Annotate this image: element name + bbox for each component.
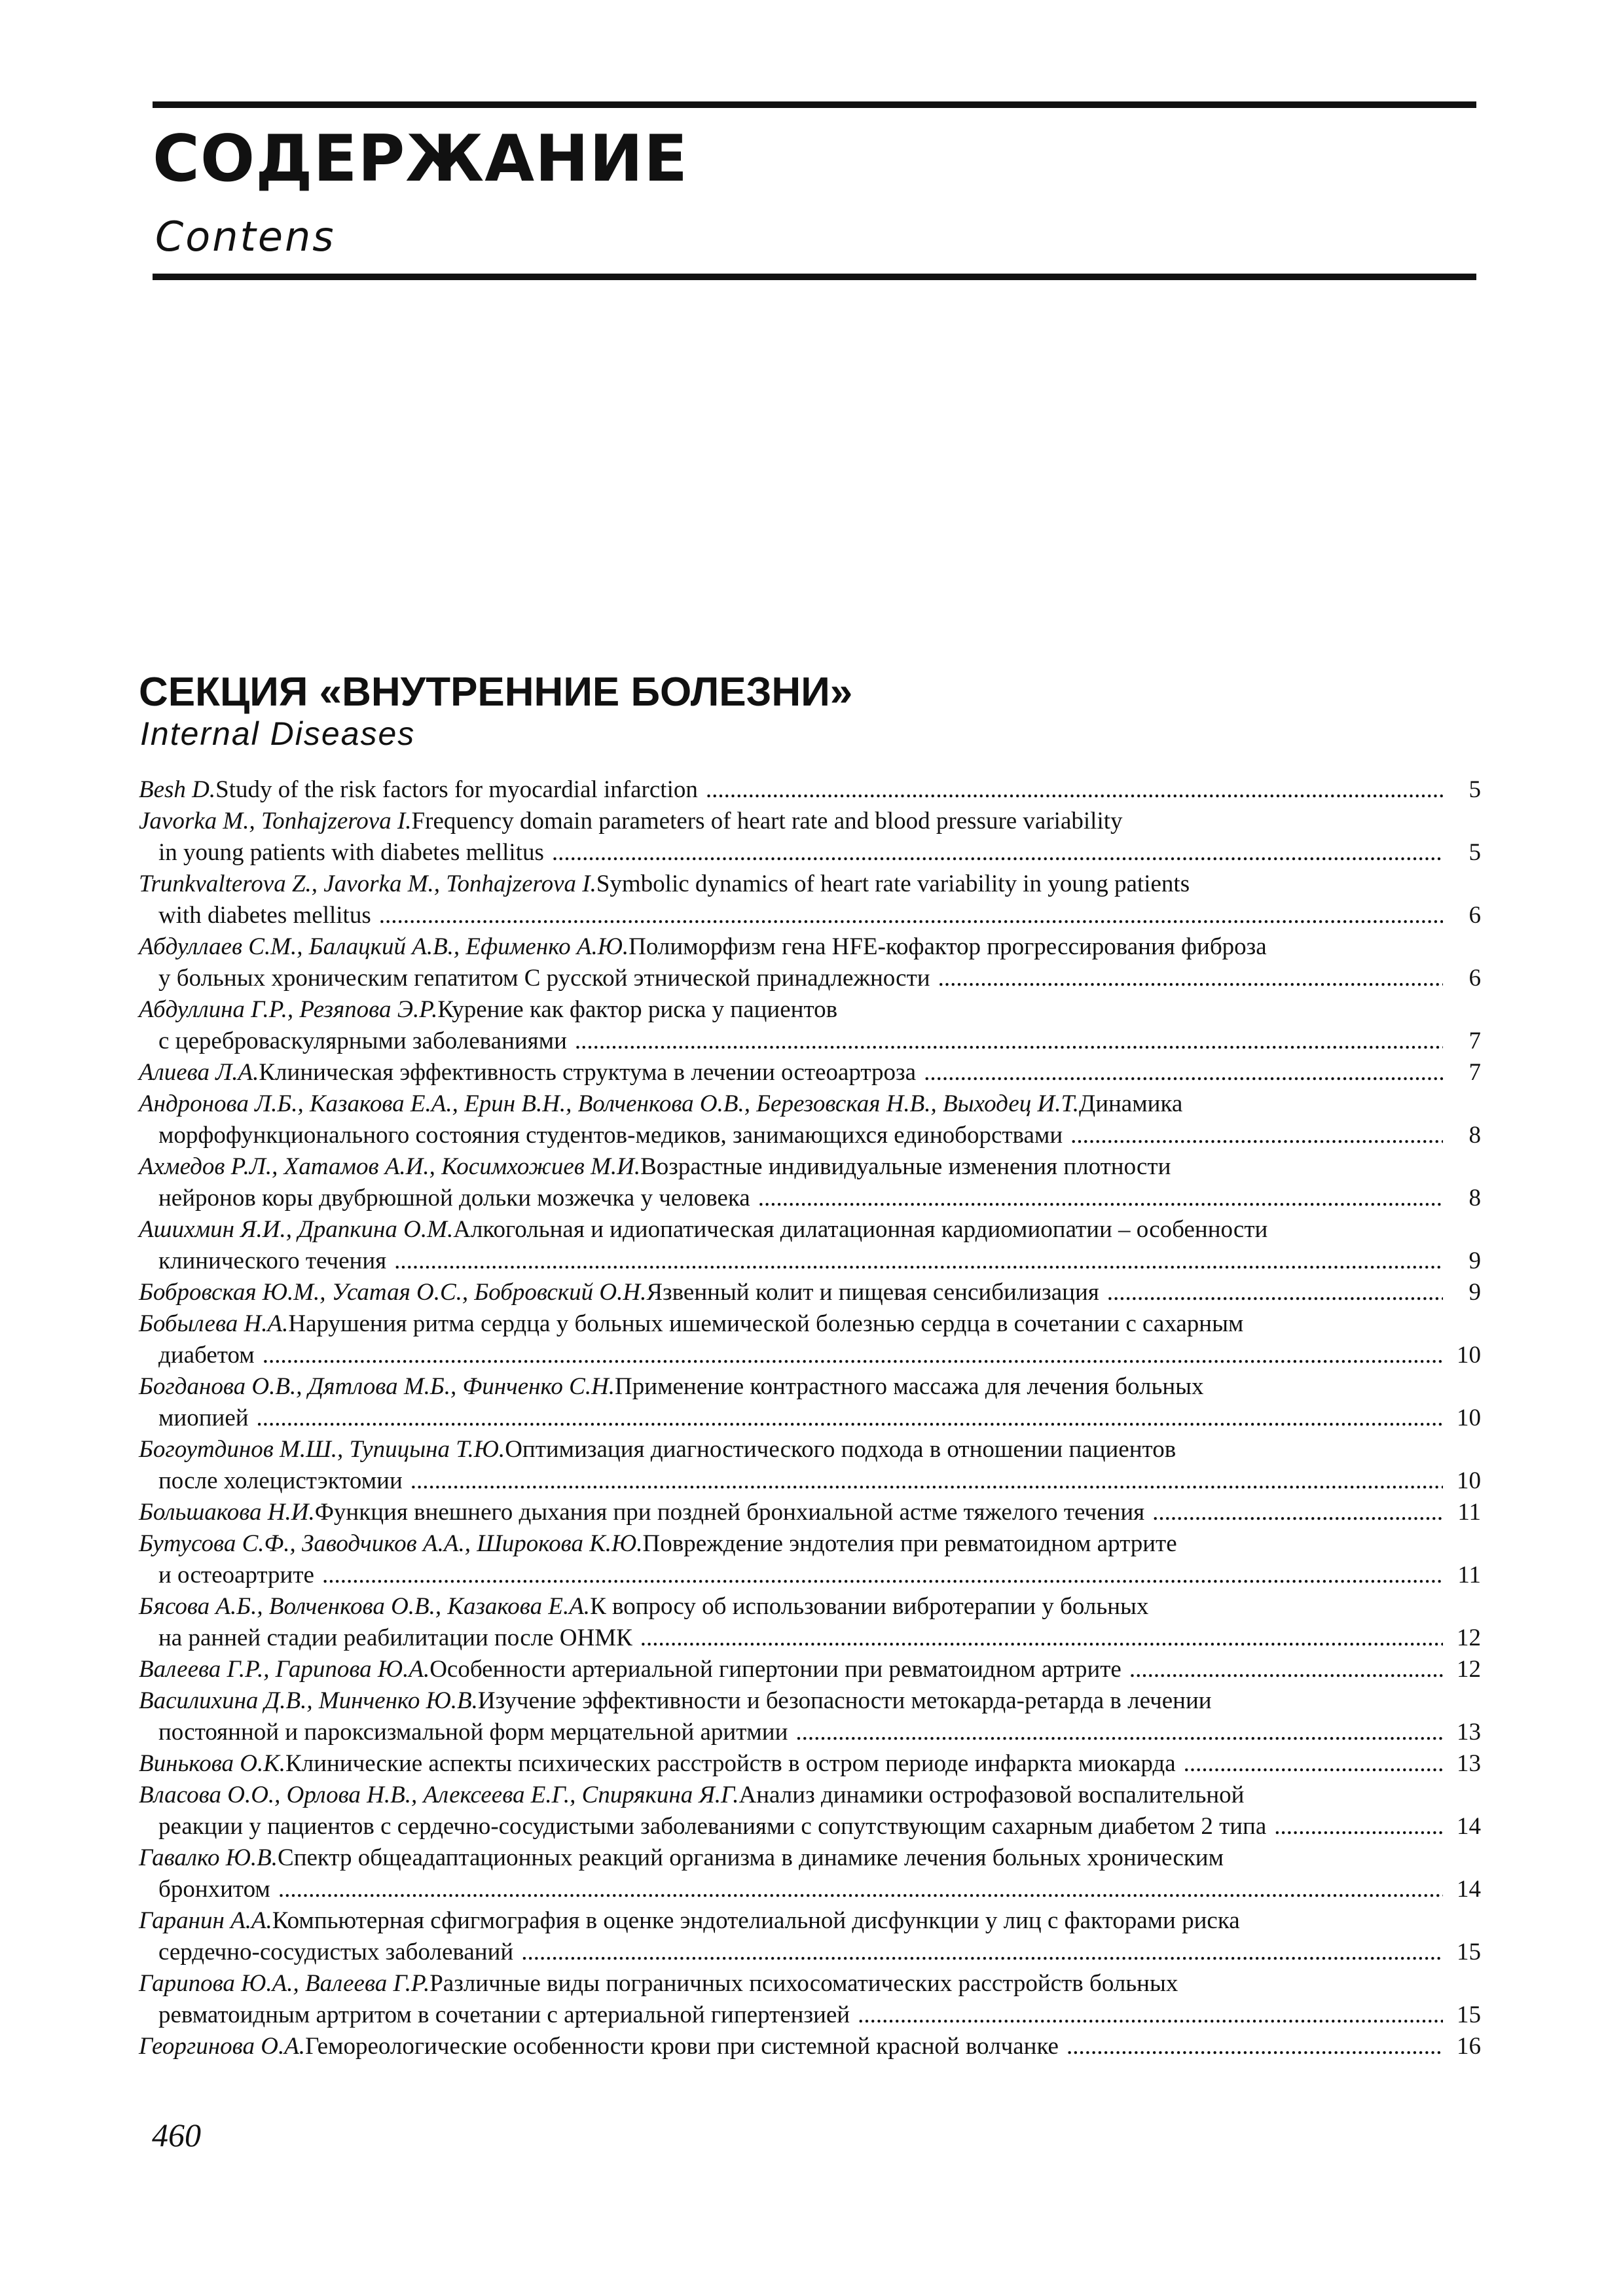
toc-page-number: 8	[1468, 1122, 1481, 1149]
toc-entry-continuation	[139, 1717, 1481, 1748]
toc-leader-dots	[640, 1623, 1443, 1654]
toc-title: with diabetes mellitus	[158, 902, 371, 929]
toc-page-number: 5	[1468, 776, 1481, 803]
toc-entry	[139, 1214, 1481, 1277]
toc-entry-continuation	[139, 837, 1481, 869]
toc-entry-continuation	[139, 1874, 1481, 1905]
toc-title: Применение контрастного массажа для лечения больных	[615, 1373, 1204, 1400]
toc-title: Особенности артериальной гипертонии при ревматоидном артрите	[429, 1656, 1122, 1683]
toc-page-number: 14	[1457, 1813, 1481, 1840]
toc-leader-dots	[322, 1560, 1443, 1591]
page-number: 460	[152, 2117, 201, 2153]
toc-title: после холецистэктомии	[158, 1467, 403, 1494]
toc-entry	[139, 1057, 1481, 1088]
toc-author: Ашихмин Я.И., Драпкина О.М.	[139, 1216, 454, 1243]
toc-entry	[139, 1591, 1481, 1654]
toc-leader-dots	[278, 1874, 1443, 1905]
toc-leader-dots	[858, 2000, 1443, 2031]
toc-author: Большакова Н.И.	[139, 1499, 315, 1526]
toc-title: ревматоидным артритом в сочетании с артериальной гипертензией	[158, 2001, 850, 2028]
toc-entry-continuation	[139, 2000, 1481, 2031]
toc-author: Бясова А.Б., Волченкова О.В., Казакова Е.А.	[139, 1593, 591, 1620]
bottom-rule	[153, 274, 1476, 280]
toc-author: Богоутдинов М.Ш., Тупицына Т.Ю.	[139, 1436, 505, 1463]
toc-page-number: 7	[1468, 1028, 1481, 1054]
toc-title: Study of the risk factors for myocardial infarction	[215, 776, 698, 803]
toc-title: Возрастные индивидуальные изменения плотности	[640, 1153, 1171, 1180]
toc-title: Динамика	[1078, 1090, 1183, 1117]
toc-page-number: 6	[1468, 965, 1481, 992]
toc-author: Валеева Г.Р., Гарипова Ю.А.	[139, 1656, 430, 1683]
toc-author: Гавалко Ю.В.	[139, 1844, 278, 1871]
toc-entry	[139, 869, 1481, 931]
toc-page-number: 8	[1468, 1185, 1481, 1211]
toc-leader-dots	[1070, 1120, 1443, 1151]
toc-title: клинического течения	[158, 1247, 387, 1274]
toc-entry	[139, 1277, 1481, 1308]
toc-entry-continuation	[139, 1403, 1481, 1434]
toc-entry-line	[139, 1685, 1481, 1717]
toc-title: постоянной и пароксизмальной форм мерцательной аритмии	[158, 1719, 788, 1746]
toc-page-number: 9	[1468, 1247, 1481, 1274]
toc-entry-continuation	[139, 1026, 1481, 1057]
toc-entry-continuation	[139, 1937, 1481, 1968]
toc-page-number: 11	[1457, 1499, 1481, 1526]
table-of-contents	[139, 774, 1481, 2062]
toc-entry-continuation	[139, 1120, 1481, 1151]
toc-entry-line	[139, 869, 1481, 900]
toc-author: Винькова О.К.	[139, 1750, 286, 1777]
toc-page-number: 10	[1457, 1342, 1481, 1369]
toc-entry	[139, 1088, 1481, 1151]
toc-entry	[139, 1905, 1481, 1968]
toc-author: Георгинова О.А.	[139, 2033, 306, 2060]
toc-title: Полиморфизм гена HFE-кофактор прогрессирования фиброза	[629, 933, 1267, 960]
toc-title: диабетом	[158, 1342, 255, 1369]
toc-leader-dots	[521, 1937, 1443, 1968]
toc-entry-line	[139, 1151, 1481, 1183]
toc-title: морфофункционального состояния студентов-медиков, занимающихся единоборствами	[158, 1122, 1063, 1149]
toc-entry	[139, 1497, 1481, 1528]
toc-title: Повреждение эндотелия при ревматоидном артрите	[642, 1530, 1177, 1557]
toc-entry-line	[139, 994, 1481, 1026]
toc-entry	[139, 994, 1481, 1057]
toc-leader-dots	[394, 1246, 1443, 1277]
toc-author: Бобылева Н.А.	[139, 1310, 289, 1337]
toc-author: Ахмедов Р.Л., Хатамов А.И., Косимхожиев М.И.	[139, 1153, 641, 1180]
toc-entry-line	[139, 931, 1481, 963]
toc-leader-dots	[257, 1403, 1443, 1434]
toc-title: на ранней стадии реабилитации после ОНМК	[158, 1624, 632, 1651]
toc-title: Клиническая эффективность структума в лечении остеоартроза	[259, 1059, 917, 1086]
toc-entry	[139, 1748, 1481, 1780]
toc-entry	[139, 1151, 1481, 1214]
toc-title: и остеоартрите	[158, 1562, 314, 1588]
toc-entry-line	[139, 1277, 1481, 1308]
toc-page-number: 15	[1457, 1939, 1481, 1965]
toc-page-number: 9	[1468, 1279, 1481, 1306]
toc-leader-dots	[575, 1026, 1443, 1057]
toc-leader-dots	[1129, 1654, 1443, 1685]
toc-leader-dots	[924, 1057, 1443, 1088]
toc-title: Функция внешнего дыхания при поздней бронхиальной астме тяжелого течения	[314, 1499, 1145, 1526]
toc-page-number: 12	[1457, 1656, 1481, 1683]
toc-page-number: 10	[1457, 1405, 1481, 1431]
toc-page-number: 11	[1457, 1562, 1481, 1588]
toc-author: Javorka M., Tonhajzerova I.	[139, 808, 412, 834]
section-title: СЕКЦИЯ «ВНУТРЕННИЕ БОЛЕЗНИ»	[139, 670, 853, 715]
toc-title: Оптимизация диагностического подхода в отношении пациентов	[505, 1436, 1176, 1463]
toc-title: К вопросу об использовании вибротерапии у больных	[590, 1593, 1149, 1620]
toc-title: Курение как фактор риска у пациентов	[437, 996, 838, 1023]
toc-entry-continuation	[139, 1465, 1481, 1497]
toc-entry-line	[139, 1434, 1481, 1465]
toc-entry	[139, 1654, 1481, 1685]
toc-leader-dots	[706, 774, 1443, 806]
toc-title: Язвенный колит и пищевая сенсибилизация	[646, 1279, 1099, 1306]
toc-entry	[139, 931, 1481, 994]
toc-entry	[139, 2031, 1481, 2062]
toc-leader-dots	[1184, 1748, 1443, 1780]
toc-entry-line	[139, 1088, 1481, 1120]
toc-title: Компьютерная сфигмография в оценке эндотелиальной дисфункции у лиц с факторами риска	[272, 1907, 1240, 1934]
toc-page-number: 13	[1457, 1750, 1481, 1777]
toc-entry-line	[139, 1497, 1481, 1528]
toc-entry-line	[139, 1308, 1481, 1340]
toc-entry-line	[139, 1528, 1481, 1560]
toc-entry	[139, 806, 1481, 869]
toc-leader-dots	[758, 1183, 1443, 1214]
toc-entry	[139, 1842, 1481, 1905]
toc-title: Нарушения ритма сердца у больных ишемической болезнью сердца в сочетании с сахарным	[288, 1310, 1244, 1337]
toc-title: реакции у пациентов с сердечно-сосудистыми заболеваниями с сопутствующим сахарным диабетом 2 типа	[158, 1813, 1267, 1840]
toc-title: нейронов коры двубрюшной дольки мозжечка у человека	[158, 1185, 750, 1211]
toc-author: Trunkvalterova Z., Javorka M., Tonhajzerova I.	[139, 870, 596, 897]
toc-entry-line	[139, 1654, 1481, 1685]
toc-title: у больных хроническим гепатитом С русской этнической принадлежности	[158, 965, 930, 992]
toc-entry-line	[139, 1371, 1481, 1403]
toc-entry-line	[139, 1214, 1481, 1246]
toc-entry	[139, 1528, 1481, 1591]
toc-author: Андронова Л.Б., Казакова Е.А., Ерин В.Н., Волченкова О.В., Березовская Н.В., Выходец И.Т.	[139, 1090, 1079, 1117]
toc-entry	[139, 774, 1481, 806]
toc-entry-continuation	[139, 963, 1481, 994]
toc-entry-line	[139, 1968, 1481, 2000]
toc-entry	[139, 1371, 1481, 1434]
toc-title: Frequency domain parameters of heart rate and blood pressure variability	[411, 808, 1123, 834]
toc-page-number: 5	[1468, 839, 1481, 866]
toc-author: Богданова О.В., Дятлова М.Б., Финченко С.Н.	[139, 1373, 615, 1400]
section-subtitle: Internal Diseases	[140, 715, 416, 752]
toc-entry-continuation	[139, 1340, 1481, 1371]
toc-author: Абдуллаев С.М., Балацкий А.В., Ефименко А.Ю.	[139, 933, 629, 960]
toc-entry-line	[139, 1842, 1481, 1874]
toc-entry	[139, 1780, 1481, 1842]
page-title: СОДЕРЖАНИЕ	[153, 122, 689, 196]
toc-leader-dots	[263, 1340, 1443, 1371]
toc-leader-dots	[1274, 1811, 1443, 1842]
toc-entry-line	[139, 1748, 1481, 1780]
toc-title: Различные виды пограничных психосоматических расстройств больных	[429, 1970, 1178, 1997]
toc-title: сердечно-сосудистых заболеваний	[158, 1939, 514, 1965]
toc-author: Власова О.О., Орлова Н.В., Алексеева Е.Г., Спирякина Я.Г.	[139, 1782, 739, 1808]
toc-leader-dots	[410, 1465, 1443, 1497]
toc-title: Гемореологические особенности крови при системной красной волчанке	[305, 2033, 1059, 2060]
toc-author: Василихина Д.В., Минченко Ю.В.	[139, 1687, 478, 1714]
toc-leader-dots	[552, 837, 1443, 869]
toc-entry-line	[139, 774, 1481, 806]
toc-leader-dots	[1152, 1497, 1443, 1528]
page-subtitle: Contens	[155, 213, 336, 260]
toc-page-number: 14	[1457, 1876, 1481, 1903]
top-rule	[153, 101, 1476, 108]
toc-title: Клинические аспекты психических расстройств в остром периоде инфаркта миокарда	[285, 1750, 1176, 1777]
toc-leader-dots	[795, 1717, 1443, 1748]
toc-entry-continuation	[139, 1560, 1481, 1591]
toc-entry	[139, 1434, 1481, 1497]
toc-entry-line	[139, 1057, 1481, 1088]
toc-page-number: 16	[1457, 2033, 1481, 2060]
toc-author: Гаранин А.А.	[139, 1907, 272, 1934]
toc-page-number: 15	[1457, 2001, 1481, 2028]
toc-title: Symbolic dynamics of heart rate variability in young patients	[596, 870, 1190, 897]
toc-author: Бутусова С.Ф., Заводчиков А.А., Широкова К.Ю.	[139, 1530, 643, 1557]
toc-entry-line	[139, 2031, 1481, 2062]
toc-author: Besh D.	[139, 776, 216, 803]
toc-entry-continuation	[139, 1183, 1481, 1214]
toc-leader-dots	[938, 963, 1443, 994]
toc-author: Гарипова Ю.А., Валеева Г.Р.	[139, 1970, 430, 1997]
toc-entry	[139, 1968, 1481, 2031]
toc-entry-line	[139, 806, 1481, 837]
toc-title: Изучение эффективности и безопасности метокарда-ретарда в лечении	[477, 1687, 1212, 1714]
toc-page-number: 10	[1457, 1467, 1481, 1494]
toc-entry-line	[139, 1780, 1481, 1811]
toc-title: Спектр общеадаптационных реакций организма в динамике лечения больных хроническим	[278, 1844, 1224, 1871]
toc-title: с цереброваскулярными заболеваниями	[158, 1028, 567, 1054]
toc-leader-dots	[1067, 2031, 1443, 2062]
toc-entry-continuation	[139, 1811, 1481, 1842]
toc-entry-continuation	[139, 1246, 1481, 1277]
toc-page-number: 12	[1457, 1624, 1481, 1651]
toc-title: миопией	[158, 1405, 249, 1431]
toc-leader-dots	[379, 900, 1443, 931]
toc-entry	[139, 1685, 1481, 1748]
toc-page-number: 13	[1457, 1719, 1481, 1746]
toc-title: бронхитом	[158, 1876, 270, 1903]
toc-page-number: 7	[1468, 1059, 1481, 1086]
toc-title: Анализ динамики острофазовой воспалительной	[739, 1782, 1245, 1808]
toc-entry-line	[139, 1905, 1481, 1937]
toc-entry	[139, 1308, 1481, 1371]
toc-leader-dots	[1107, 1277, 1443, 1308]
toc-entry-continuation	[139, 900, 1481, 931]
toc-entry-continuation	[139, 1623, 1481, 1654]
toc-author: Абдуллина Г.Р., Резяпова Э.Р.	[139, 996, 438, 1023]
toc-page-number: 6	[1468, 902, 1481, 929]
toc-title: in young patients with diabetes mellitus	[158, 839, 544, 866]
toc-author: Бобровская Ю.М., Усатая О.С., Бобровский О.Н.	[139, 1279, 647, 1306]
toc-author: Алиева Л.А.	[139, 1059, 259, 1086]
toc-title: Алкогольная и идиопатическая дилатационная кардиомиопатии – особенности	[453, 1216, 1268, 1243]
toc-entry-line	[139, 1591, 1481, 1623]
